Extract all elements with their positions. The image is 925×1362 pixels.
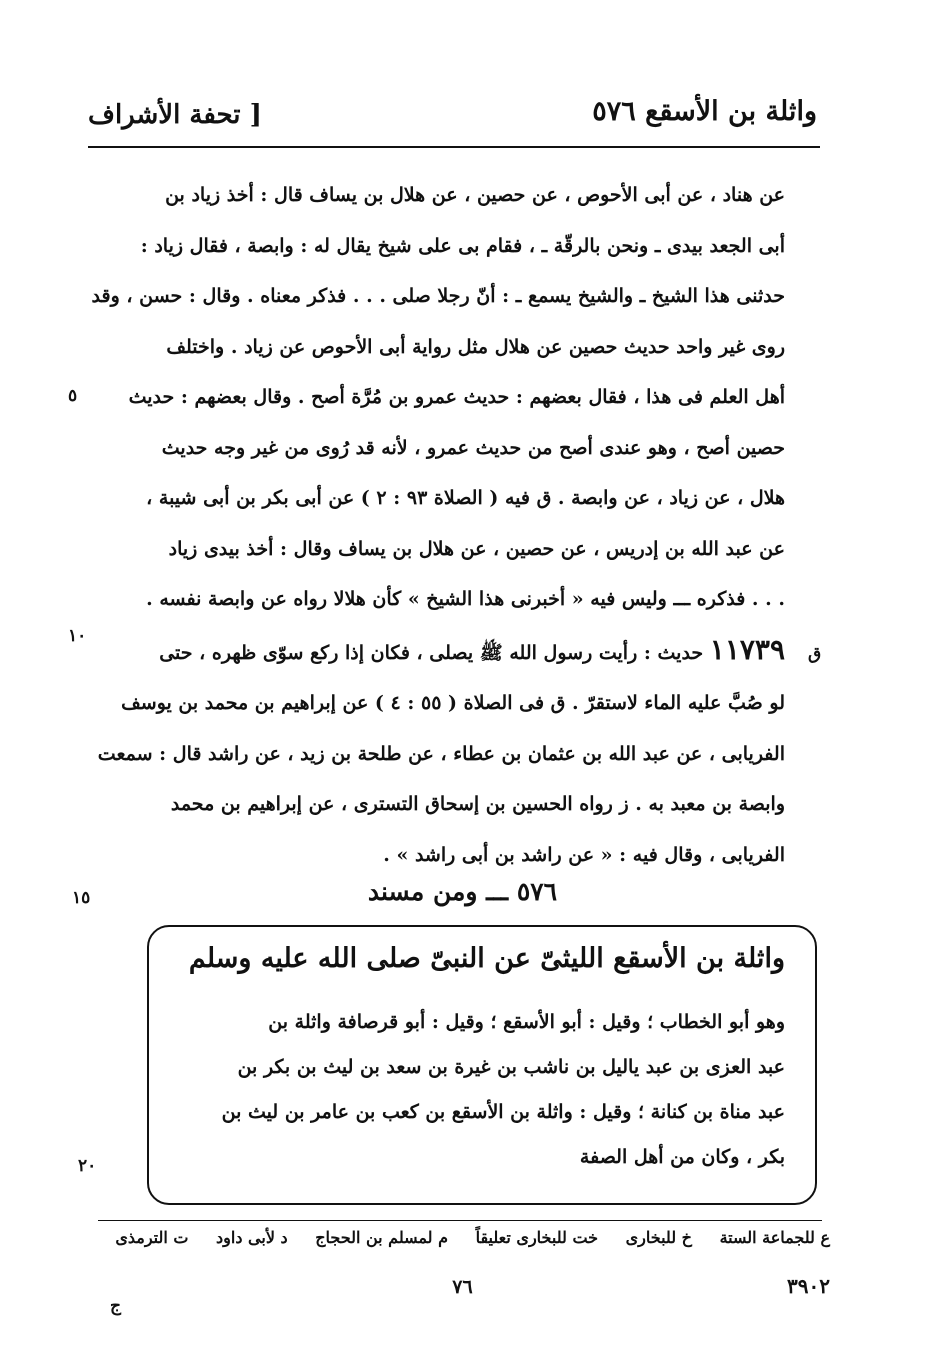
text-line: عن عبد الله بن إدريس ، عن حصين ، عن هلال بن يساف وقال : أخذ بيدى زياد [168,537,785,560]
legend-item: ع للجماعة الستة [719,1228,830,1247]
text-line: وابصة بن معبد به . ز رواه الحسين بن إسحاق التسترى ، عن إبراهيم بن محمد [170,793,785,815]
legend-item: خت للبخارى تعليقاً [475,1228,599,1247]
margin-source-letter: ق [808,644,822,664]
margin-line-number-15: ١٥ [72,888,91,908]
musnad-box-text [165,1000,785,1180]
header-rule [88,146,820,148]
text-line: حصين أصح ، وهو عندى أصح من حديث عمرو ، لأنه قد رُوى من غير وجه حديث [161,436,785,459]
box-line: عبد مناة بن كنانة ؛ وقيل : واثلة بن الأسقع بن كعب بن عامر بن ليث بن [221,1101,785,1123]
text-line: أبى الجعد بيدى ـ ونحن بالرقّة ـ ، فقام بى على شيخ يقال له : وابصة ، فقال زياد : [140,234,785,257]
box-line: بكر ، وكان من أهل الصفة [579,1146,785,1168]
text-line: الفريابى ، عن عبد الله بن عثمان بن عطاء ، عن طلحة بن زيد ، عن راشد قال : سمعت [97,742,785,765]
margin-line-number-10: ١٠ [68,626,87,646]
box-line: وهو أبو الخطاب ؛ وقيل : أبو الأسقع ؛ وقيل : أبو قرصافة واثلة بن [268,1011,785,1033]
signature-mark: ج [110,1296,121,1316]
text-line: الفريابى ، وقال فيه : « عن راشد بن أبى راشد » . [383,843,785,866]
legend-item: ت الترمذى [115,1228,189,1247]
text-line: لو صُبَّ عليه الماء لاستقرّ . ق فى الصلاة ( ٥٥ : ٤ ) عن إبراهيم بن محمد بن يوسف [121,692,785,714]
text-line: عن هناد ، عن أبى الأحوص ، عن حصين ، عن هلال بن يساف قال : أخذ زياد بن [165,184,785,206]
running-header-book: [ تحفة الأشراف [88,100,262,130]
volume-page-number: ٣٩٠٢ [787,1274,830,1298]
legend-item: م لمسلم بن الحجاج [315,1228,448,1247]
text-line: أهل العلم فى هذا ، فقال بعضهم : حديث عمرو بن مُرَّة أصح . وقال بعضهم : حديث [128,386,785,408]
musnad-box-title: واثلة بن الأسقع الليثىّ عن النبىّ صلى الله عليه وسلم [188,943,785,974]
page-number: ٧٦ [452,1276,473,1298]
text-line: . . . فذكره ـــ وليس فيه « أخبرنى هذا الشيخ » كأن هلالا رواه عن وابصة نفسه . [146,588,785,610]
text-line: هلال ، عن زياد ، عن وابصة . ق فيه ( الصلاة ٩٣ : ٢ ) عن أبى بكر بن أبى شيبة ، [146,487,785,509]
footer-rule [98,1220,822,1221]
text-line: حدثنى هذا الشيخ ـ والشيخ يسمع ـ : أنّ رجلا صلى . . . فذكر معناه . وقال : حسن ، وقد [91,285,785,307]
abbreviation-legend [90,1228,830,1247]
legend-item: د لأبى داود [216,1228,288,1247]
section-title: ٥٧٦ ـــ ومن مسند [367,877,558,906]
margin-line-number-5: ٥ [68,386,78,406]
hadith-heading-text: حديث : رأيت رسول الله ﷺ يصلى ، فكان إذا ركع سوّى ظهره ، حتى [159,641,704,664]
legend-item: خ للبخارى [625,1228,692,1247]
running-header-title: واثلة بن الأسقع ٥٧٦ [592,96,817,127]
hadith-number: ١١٧٣٩ [709,632,785,666]
hadith-first-line [95,625,785,679]
margin-line-number-20: ٢٠ [78,1156,97,1176]
box-line: عبد العزى بن عبد ياليل بن ناشب بن غيرة بن سعد بن ليث بن بكر بن [237,1056,785,1078]
main-text [91,170,785,880]
text-line: روى غير واحد حديث حصين عن هلال مثل رواية أبى الأحوص عن زياد . واختلف [166,335,785,358]
